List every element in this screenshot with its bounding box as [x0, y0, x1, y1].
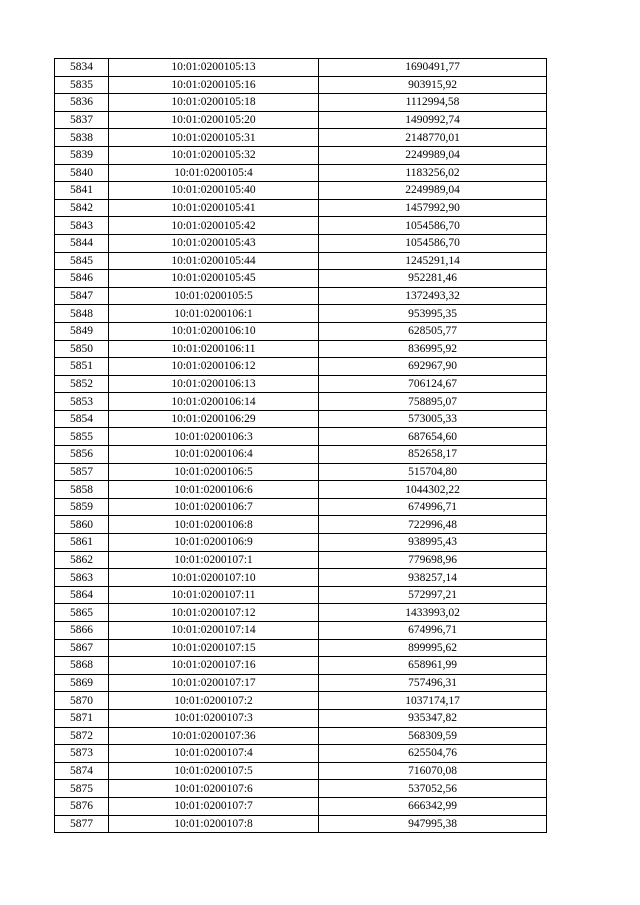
table-body — [55, 59, 547, 833]
cadastral-number-cell: 10:01:0200106:14 — [109, 393, 319, 411]
row-number-cell: 5877 — [55, 815, 109, 833]
table-row — [55, 481, 547, 499]
cadastral-number-cell: 10:01:0200106:29 — [109, 410, 319, 428]
value-cell: 666342,99 — [319, 797, 547, 815]
row-number-cell: 5876 — [55, 797, 109, 815]
value-cell: 953995,35 — [319, 305, 547, 323]
cadastral-number-cell: 10:01:0200105:20 — [109, 111, 319, 129]
row-number-cell: 5855 — [55, 428, 109, 446]
table-row — [55, 815, 547, 833]
value-cell: 692967,90 — [319, 358, 547, 376]
cadastral-number-cell: 10:01:0200105:16 — [109, 76, 319, 94]
cadastral-number-cell: 10:01:0200107:17 — [109, 674, 319, 692]
cadastral-number-cell: 10:01:0200105:5 — [109, 287, 319, 305]
row-number-cell: 5865 — [55, 604, 109, 622]
cadastral-number-cell: 10:01:0200107:11 — [109, 586, 319, 604]
table-row — [55, 305, 547, 323]
table-row — [55, 428, 547, 446]
value-cell: 1183256,02 — [319, 164, 547, 182]
table-row — [55, 639, 547, 657]
row-number-cell: 5871 — [55, 709, 109, 727]
value-cell: 1372493,32 — [319, 287, 547, 305]
table-row — [55, 604, 547, 622]
row-number-cell: 5854 — [55, 410, 109, 428]
value-cell: 757496,31 — [319, 674, 547, 692]
row-number-cell: 5851 — [55, 358, 109, 376]
cadastral-number-cell: 10:01:0200107:1 — [109, 551, 319, 569]
cadastral-number-cell: 10:01:0200107:2 — [109, 692, 319, 710]
row-number-cell: 5838 — [55, 129, 109, 147]
table-row — [55, 111, 547, 129]
value-cell: 1054586,70 — [319, 234, 547, 252]
cadastral-number-cell: 10:01:0200107:16 — [109, 657, 319, 675]
row-number-cell: 5873 — [55, 745, 109, 763]
value-cell: 674996,71 — [319, 622, 547, 640]
value-cell: 2249989,04 — [319, 182, 547, 200]
cadastral-number-cell: 10:01:0200107:14 — [109, 622, 319, 640]
cadastral-number-cell: 10:01:0200106:12 — [109, 358, 319, 376]
cadastral-number-cell: 10:01:0200105:13 — [109, 59, 319, 77]
cadastral-number-cell: 10:01:0200106:8 — [109, 516, 319, 534]
cadastral-number-cell: 10:01:0200107:5 — [109, 762, 319, 780]
row-number-cell: 5835 — [55, 76, 109, 94]
cadastral-number-cell: 10:01:0200106:4 — [109, 446, 319, 464]
table-row — [55, 657, 547, 675]
row-number-cell: 5836 — [55, 94, 109, 112]
table-row — [55, 358, 547, 376]
cadastral-number-cell: 10:01:0200105:31 — [109, 129, 319, 147]
table-row — [55, 463, 547, 481]
cadastral-number-cell: 10:01:0200107:36 — [109, 727, 319, 745]
table-row — [55, 762, 547, 780]
table-row — [55, 797, 547, 815]
value-cell: 537052,56 — [319, 780, 547, 798]
row-number-cell: 5856 — [55, 446, 109, 464]
value-cell: 1245291,14 — [319, 252, 547, 270]
value-cell: 852658,17 — [319, 446, 547, 464]
table-row — [55, 252, 547, 270]
table-row — [55, 217, 547, 235]
cadastral-number-cell: 10:01:0200106:6 — [109, 481, 319, 499]
row-number-cell: 5870 — [55, 692, 109, 710]
cadastral-number-cell: 10:01:0200105:18 — [109, 94, 319, 112]
table-row — [55, 146, 547, 164]
table-row — [55, 129, 547, 147]
value-cell: 1690491,77 — [319, 59, 547, 77]
row-number-cell: 5869 — [55, 674, 109, 692]
value-cell: 716070,08 — [319, 762, 547, 780]
row-number-cell: 5834 — [55, 59, 109, 77]
table-row — [55, 745, 547, 763]
row-number-cell: 5868 — [55, 657, 109, 675]
value-cell: 568309,59 — [319, 727, 547, 745]
value-cell: 2148770,01 — [319, 129, 547, 147]
row-number-cell: 5844 — [55, 234, 109, 252]
value-cell: 687654,60 — [319, 428, 547, 446]
table-row — [55, 780, 547, 798]
table-row — [55, 234, 547, 252]
value-cell: 1112994,58 — [319, 94, 547, 112]
value-cell: 2249989,04 — [319, 146, 547, 164]
table-row — [55, 199, 547, 217]
row-number-cell: 5846 — [55, 270, 109, 288]
cadastral-number-cell: 10:01:0200105:44 — [109, 252, 319, 270]
value-cell: 947995,38 — [319, 815, 547, 833]
table-row — [55, 59, 547, 77]
value-cell: 1490992,74 — [319, 111, 547, 129]
cadastral-number-cell: 10:01:0200107:3 — [109, 709, 319, 727]
row-number-cell: 5837 — [55, 111, 109, 129]
row-number-cell: 5860 — [55, 516, 109, 534]
table-row — [55, 410, 547, 428]
value-cell: 935347,82 — [319, 709, 547, 727]
value-cell: 674996,71 — [319, 498, 547, 516]
table-row — [55, 551, 547, 569]
cadastral-number-cell: 10:01:0200105:41 — [109, 199, 319, 217]
cadastral-number-cell: 10:01:0200107:10 — [109, 569, 319, 587]
table-row — [55, 287, 547, 305]
value-cell: 836995,92 — [319, 340, 547, 358]
value-cell: 903915,92 — [319, 76, 547, 94]
table-row — [55, 727, 547, 745]
table-row — [55, 322, 547, 340]
value-cell: 625504,76 — [319, 745, 547, 763]
row-number-cell: 5867 — [55, 639, 109, 657]
row-number-cell: 5866 — [55, 622, 109, 640]
cadastral-number-cell: 10:01:0200105:42 — [109, 217, 319, 235]
table-row — [55, 674, 547, 692]
row-number-cell: 5874 — [55, 762, 109, 780]
value-cell: 899995,62 — [319, 639, 547, 657]
value-cell: 573005,33 — [319, 410, 547, 428]
cadastral-number-cell: 10:01:0200106:9 — [109, 534, 319, 552]
table-row — [55, 534, 547, 552]
cadastral-number-cell: 10:01:0200106:1 — [109, 305, 319, 323]
row-number-cell: 5841 — [55, 182, 109, 200]
row-number-cell: 5857 — [55, 463, 109, 481]
row-number-cell: 5864 — [55, 586, 109, 604]
value-cell: 722996,48 — [319, 516, 547, 534]
table-row — [55, 516, 547, 534]
table-row — [55, 709, 547, 727]
cadastral-number-cell: 10:01:0200107:7 — [109, 797, 319, 815]
cadastral-number-cell: 10:01:0200107:8 — [109, 815, 319, 833]
value-cell: 1044302,22 — [319, 481, 547, 499]
row-number-cell: 5845 — [55, 252, 109, 270]
row-number-cell: 5852 — [55, 375, 109, 393]
value-cell: 628505,77 — [319, 322, 547, 340]
value-cell: 1433993,02 — [319, 604, 547, 622]
row-number-cell: 5858 — [55, 481, 109, 499]
row-number-cell: 5861 — [55, 534, 109, 552]
value-cell: 938995,43 — [319, 534, 547, 552]
row-number-cell: 5872 — [55, 727, 109, 745]
row-number-cell: 5863 — [55, 569, 109, 587]
value-cell: 515704,80 — [319, 463, 547, 481]
cadastral-number-cell: 10:01:0200105:32 — [109, 146, 319, 164]
row-number-cell: 5848 — [55, 305, 109, 323]
table-row — [55, 270, 547, 288]
row-number-cell: 5875 — [55, 780, 109, 798]
table-row — [55, 569, 547, 587]
value-cell: 952281,46 — [319, 270, 547, 288]
value-cell: 1457992,90 — [319, 199, 547, 217]
value-cell: 1037174,17 — [319, 692, 547, 710]
cadastral-number-cell: 10:01:0200106:11 — [109, 340, 319, 358]
row-number-cell: 5842 — [55, 199, 109, 217]
value-cell: 758895,07 — [319, 393, 547, 411]
table-row — [55, 446, 547, 464]
table-row — [55, 76, 547, 94]
table-row — [55, 692, 547, 710]
cadastral-number-cell: 10:01:0200106:10 — [109, 322, 319, 340]
row-number-cell: 5850 — [55, 340, 109, 358]
table-row — [55, 498, 547, 516]
cadastral-number-cell: 10:01:0200106:13 — [109, 375, 319, 393]
value-cell: 938257,14 — [319, 569, 547, 587]
row-number-cell: 5847 — [55, 287, 109, 305]
value-cell: 572997,21 — [319, 586, 547, 604]
cadastral-value-table — [54, 58, 547, 833]
table-row — [55, 586, 547, 604]
row-number-cell: 5849 — [55, 322, 109, 340]
row-number-cell: 5862 — [55, 551, 109, 569]
cadastral-number-cell: 10:01:0200105:4 — [109, 164, 319, 182]
cadastral-number-cell: 10:01:0200106:5 — [109, 463, 319, 481]
table-row — [55, 182, 547, 200]
row-number-cell: 5839 — [55, 146, 109, 164]
cadastral-number-cell: 10:01:0200105:43 — [109, 234, 319, 252]
value-cell: 779698,96 — [319, 551, 547, 569]
table-row — [55, 94, 547, 112]
cadastral-number-cell: 10:01:0200107:15 — [109, 639, 319, 657]
cadastral-number-cell: 10:01:0200106:3 — [109, 428, 319, 446]
row-number-cell: 5840 — [55, 164, 109, 182]
cadastral-number-cell: 10:01:0200107:4 — [109, 745, 319, 763]
cadastral-number-cell: 10:01:0200106:7 — [109, 498, 319, 516]
cadastral-number-cell: 10:01:0200105:40 — [109, 182, 319, 200]
row-number-cell: 5843 — [55, 217, 109, 235]
table-row — [55, 340, 547, 358]
row-number-cell: 5859 — [55, 498, 109, 516]
value-cell: 706124,67 — [319, 375, 547, 393]
table-row — [55, 164, 547, 182]
value-cell: 658961,99 — [319, 657, 547, 675]
value-cell: 1054586,70 — [319, 217, 547, 235]
table-row — [55, 622, 547, 640]
cadastral-number-cell: 10:01:0200107:6 — [109, 780, 319, 798]
row-number-cell: 5853 — [55, 393, 109, 411]
table-row — [55, 375, 547, 393]
table-row — [55, 393, 547, 411]
cadastral-number-cell: 10:01:0200107:12 — [109, 604, 319, 622]
cadastral-number-cell: 10:01:0200105:45 — [109, 270, 319, 288]
